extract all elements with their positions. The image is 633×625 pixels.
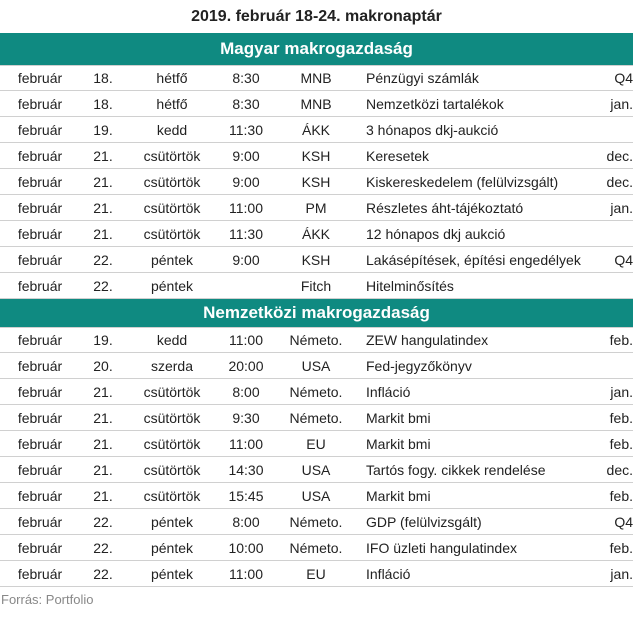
source-cell: MNB [300,70,332,86]
time-cell: 9:00 [232,147,260,164]
month-cell: február [17,435,63,452]
period-cell: feb. [609,539,633,556]
event-cell: Nemzetközi tartalékok [366,95,504,112]
source-cell: Fitch [300,277,332,294]
source-cell: Németo. [289,409,343,426]
event-cell: Részletes áht-tájékoztató [366,199,524,216]
table-row [0,273,633,299]
time-cell: 8:30 [232,95,260,112]
source-cell: Németo. [289,539,343,556]
source-cell: Németo. [289,332,343,348]
weekday-cell: hétfő [156,70,188,86]
period-cell: dec. [606,173,633,190]
time-cell: 11:00 [229,565,263,582]
weekday-cell: kedd [156,332,188,348]
period-cell: feb. [609,435,633,452]
table-row [0,221,633,247]
period-cell: jan. [610,383,633,400]
weekday-cell: szerda [150,357,194,374]
month-cell: február [17,199,63,216]
event-cell: Hitelminősítés [366,277,454,294]
day-cell: 21. [93,147,113,164]
event-cell: Markit bmi [366,409,431,426]
period-cell: feb. [609,332,633,348]
weekday-cell: csütörtök [143,383,201,400]
source-cell: Németo. [289,513,343,530]
table-row [0,509,633,535]
month-cell: február [17,565,63,582]
section-header-international: Nemzetközi makrogazdaság [0,299,633,327]
weekday-cell: csütörtök [143,461,201,478]
event-cell: Lakásépítések, építési engedélyek [366,251,581,268]
page-title: 2019. február 18-24. makronaptár [191,8,442,25]
weekday-cell: péntek [150,565,194,582]
weekday-cell: csütörtök [143,435,201,452]
time-cell: 8:00 [232,383,260,400]
weekday-cell: hétfő [156,95,188,112]
table-row [0,195,633,221]
period-cell: feb. [609,487,633,504]
source-cell: ÁKK [301,121,330,138]
source-cell: USA [301,487,331,504]
time-cell: 14:30 [228,461,264,478]
table-row [0,535,633,561]
day-cell: 22. [93,565,113,582]
period-cell: feb. [609,409,633,426]
month-cell: február [17,332,63,348]
time-cell: 8:00 [232,513,260,530]
source-note: Forrás: Portfolio [1,592,94,607]
day-cell: 21. [93,487,113,504]
month-cell: február [17,70,63,86]
day-cell: 22. [93,251,113,268]
table-row [0,65,633,91]
source-cell: KSH [301,251,331,268]
event-cell: GDP (felülvizsgált) [366,513,482,530]
event-cell: Tartós fogy. cikkek rendelése [366,461,546,478]
time-cell: 10:00 [228,539,264,556]
time-cell: 9:00 [232,251,260,268]
period-cell: Q4 [614,70,633,86]
source-cell: Németo. [289,383,343,400]
source-cell: KSH [301,173,331,190]
table-row [0,405,633,431]
month-cell: február [17,251,63,268]
source-cell: EU [306,435,326,452]
source-cell: USA [301,357,331,374]
month-cell: február [17,383,63,400]
event-cell: Fed-jegyzőkönyv [366,357,472,374]
table-row [0,327,633,353]
month-cell: február [17,173,63,190]
day-cell: 19. [93,332,113,348]
day-cell: 22. [93,513,113,530]
table-row [0,379,633,405]
period-cell: Q4 [614,251,633,268]
day-cell: 21. [93,461,113,478]
period-cell: jan. [610,199,633,216]
time-cell: 11:30 [229,225,263,242]
weekday-cell: csütörtök [143,173,201,190]
event-cell: Pénzügyi számlák [366,70,479,86]
month-cell: február [17,513,63,530]
month-cell: február [17,487,63,504]
event-cell: Infláció [366,565,411,582]
time-cell: 11:00 [229,332,263,348]
event-cell: 12 hónapos dkj aukció [366,225,506,242]
day-cell: 18. [93,70,113,86]
event-cell: 3 hónapos dkj-aukció [366,121,499,138]
source-cell: MNB [300,95,332,112]
time-cell: 8:30 [232,70,260,86]
time-cell: 15:45 [228,487,264,504]
table-row [0,483,633,509]
weekday-cell: péntek [150,513,194,530]
day-cell: 20. [93,357,113,374]
day-cell: 21. [93,199,113,216]
weekday-cell: csütörtök [143,225,201,242]
day-cell: 18. [93,95,113,112]
month-cell: február [17,225,63,242]
period-cell: jan. [610,95,633,112]
weekday-cell: csütörtök [143,409,201,426]
table-row [0,561,633,587]
event-cell: Markit bmi [366,487,431,504]
table-row [0,431,633,457]
section-header-hungarian: Magyar makrogazdaság [0,33,633,65]
table-row [0,143,633,169]
table-row [0,247,633,273]
weekday-cell: csütörtök [143,487,201,504]
period-cell: dec. [606,147,633,164]
time-cell: 11:00 [229,435,263,452]
day-cell: 22. [93,277,113,294]
table-row [0,117,633,143]
month-cell: február [17,461,63,478]
day-cell: 21. [93,409,113,426]
time-cell: 9:00 [232,173,260,190]
weekday-cell: csütörtök [143,199,201,216]
weekday-cell: kedd [156,121,188,138]
day-cell: 21. [93,383,113,400]
weekday-cell: péntek [150,251,194,268]
table-row [0,91,633,117]
month-cell: február [17,147,63,164]
period-cell: dec. [606,461,633,478]
month-cell: február [17,357,63,374]
calendar-table [0,33,633,587]
source-cell: USA [301,461,331,478]
weekday-cell: péntek [150,539,194,556]
source-cell: KSH [301,147,331,164]
source-cell: ÁKK [301,225,330,242]
table-row [0,353,633,379]
month-cell: február [17,539,63,556]
event-cell: IFO üzleti hangulatindex [366,539,517,556]
period-cell: Q4 [614,513,633,530]
period-cell: jan. [610,565,633,582]
month-cell: február [17,409,63,426]
event-cell: ZEW hangulatindex [366,332,489,348]
time-cell: 20:00 [228,357,264,374]
event-cell: Infláció [366,383,411,400]
event-cell: Markit bmi [366,435,431,452]
day-cell: 21. [93,173,113,190]
event-cell: Keresetek [366,147,430,164]
month-cell: február [17,277,63,294]
day-cell: 19. [93,121,113,138]
day-cell: 22. [93,539,113,556]
time-cell: 9:30 [232,409,260,426]
month-cell: február [17,121,63,138]
time-cell: 11:30 [229,121,263,138]
month-cell: február [17,95,63,112]
time-cell: 11:00 [229,199,263,216]
table-row [0,169,633,195]
table-row [0,457,633,483]
weekday-cell: péntek [150,277,194,294]
weekday-cell: csütörtök [143,147,201,164]
source-cell: PM [305,199,327,216]
day-cell: 21. [93,225,113,242]
day-cell: 21. [93,435,113,452]
event-cell: Kiskereskedelem (felülvizsgált) [366,173,559,190]
source-cell: EU [306,565,326,582]
